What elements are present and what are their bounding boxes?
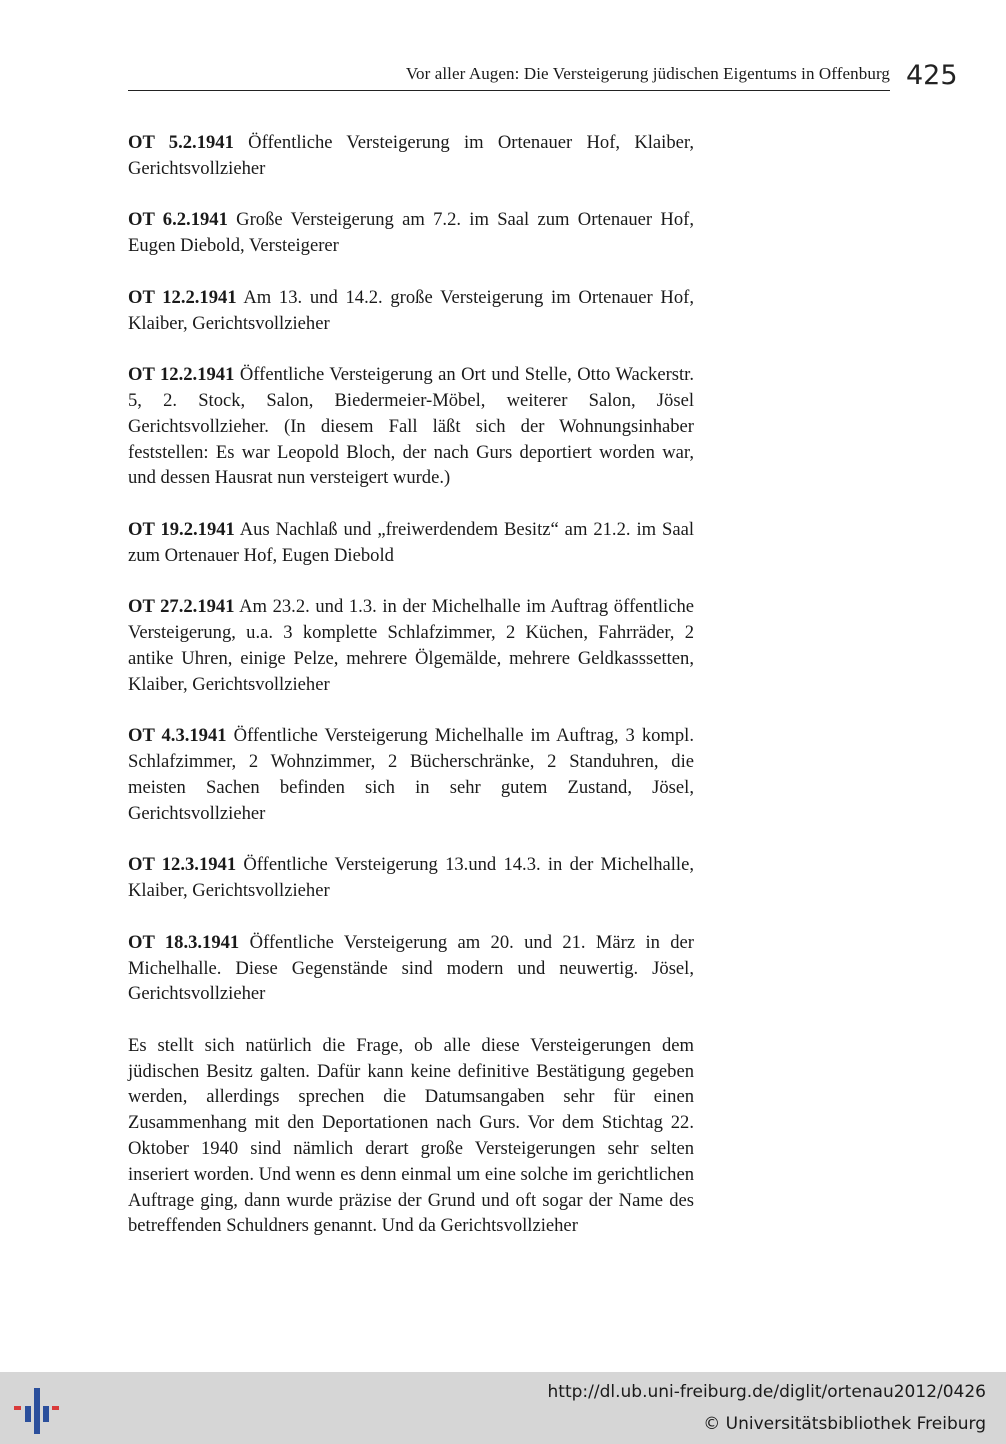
entry [128,930,694,1007]
entry [128,285,694,337]
entry-date: OT 4.3.1941 [128,725,227,747]
entry [128,362,694,491]
entry-text: Öffentliche Versteigerung 13.und 14.3. in der Michelhalle, Klaiber, Gerichtsvollzieher [128,854,694,902]
running-header [128,60,890,91]
entry-text: Öffentliche Versteigerung Michelhalle im Auftrag, 3 kompl. Schlafzimmer, 2 Wohnzimmer, 2 Bücherschränke, 2 Standuhren, die meisten Sachen befinden sich in sehr gutem Zustand, Jösel, Gerichtsvollzieher [128,725,694,824]
library-logo-icon [12,1384,62,1434]
entry-date: OT 19.2.1941 [128,518,235,540]
entry-text: Große Versteigerung am 7.2. im Saal zum Ortenauer Hof, Eugen Diebold, Versteigerer [128,209,694,257]
page-number: 425 [906,60,958,91]
entry-date: OT 12.3.1941 [128,854,237,876]
entry-text: Aus Nachlaß und „freiwerdendem Besitz“ am 21.2. im Saal zum Ortenauer Hof, Eugen Diebold [128,518,695,566]
entry [128,130,694,182]
entry-date: OT 5.2.1941 [128,132,234,153]
entry-date: OT 6.2.1941 [128,209,228,231]
running-title: Vor aller Augen: Die Versteigerung jüdischen Eigentums in Offenburg [405,64,890,83]
closing-paragraph: Es stellt sich natürlich die Frage, ob alle diese Versteigerungen dem jüdischen Besitz galten. Dafür kann keine definitive Bestätigung gegeben werden, allerdings sprechen die Datumsangaben sehr für einen Zusammenhang mit den Deportationen nach Gurs. Vor dem Stichtag 22. Oktober 1940 sind nämlich derart große Versteigerungen sehr selten inseriert worden. Und wenn es denn einmal um eine solche im gerichtlichen Auftrage ging, dann wurde präzise der Grund und oft sogar der Name des betreffenden Schuldners genannt. Und da Gerichtsvollzieher [128,1034,694,1237]
entry-text: Öffentliche Versteigerung an Ort und Stelle, Otto Wackerstr. 5, 2. Stock, Salon, Biedermeier-Möbel, weiterer Salon, Jösel Gerichtsvollzieher. (In diesem Fall läßt sich der Wohnungsinhaber feststellen: Es war Leopold Bloch, der nach Gurs deportiert worden war, und dessen Hausrat nun versteigert wurde.) [128,364,694,489]
copyright-notice: © Universitätsbibliothek Freiburg [703,1414,986,1434]
footer-bar [0,1372,1006,1444]
entry-text: Am 13. und 14.2. große Versteigerung im Ortenauer Hof, Klaiber, Gerichtsvollzieher [128,286,694,334]
entry-date: OT 12.2.1941 [128,286,237,308]
entry-text: Öffentliche Versteigerung im Ortenauer Hof, Klaiber, Gerichtsvollzieher [128,132,694,179]
source-url-link[interactable]: http://dl.ub.uni-freiburg.de/diglit/ortenau2012/0426 [547,1382,986,1402]
entry [128,723,694,826]
entry-date: OT 18.3.1941 [128,931,240,953]
page-body [128,130,694,1239]
entry [128,207,694,259]
entry-text: Am 23.2. und 1.3. in der Michelhalle im Auftrag öffentliche Versteigerung, u.a. 3 komplette Schlafzimmer, 2 Küchen, Fahrräder, 2 antike Uhren, einige Pelze, mehrere Ölgemälde, mehrere Geldkasssetten, Klaiber, Gerichtsvollzieher [128,596,694,695]
entry [128,594,694,697]
entry [128,852,694,904]
entry-text: Öffentliche Versteigerung am 20. und 21. März in der Michelhalle. Diese Gegenstände sind modern und neuwertig. Jösel, Gerichtsvollzieher [128,931,694,1005]
entry-date: OT 12.2.1941 [128,364,235,386]
entry [128,517,694,569]
entry-date: OT 27.2.1941 [128,596,235,618]
